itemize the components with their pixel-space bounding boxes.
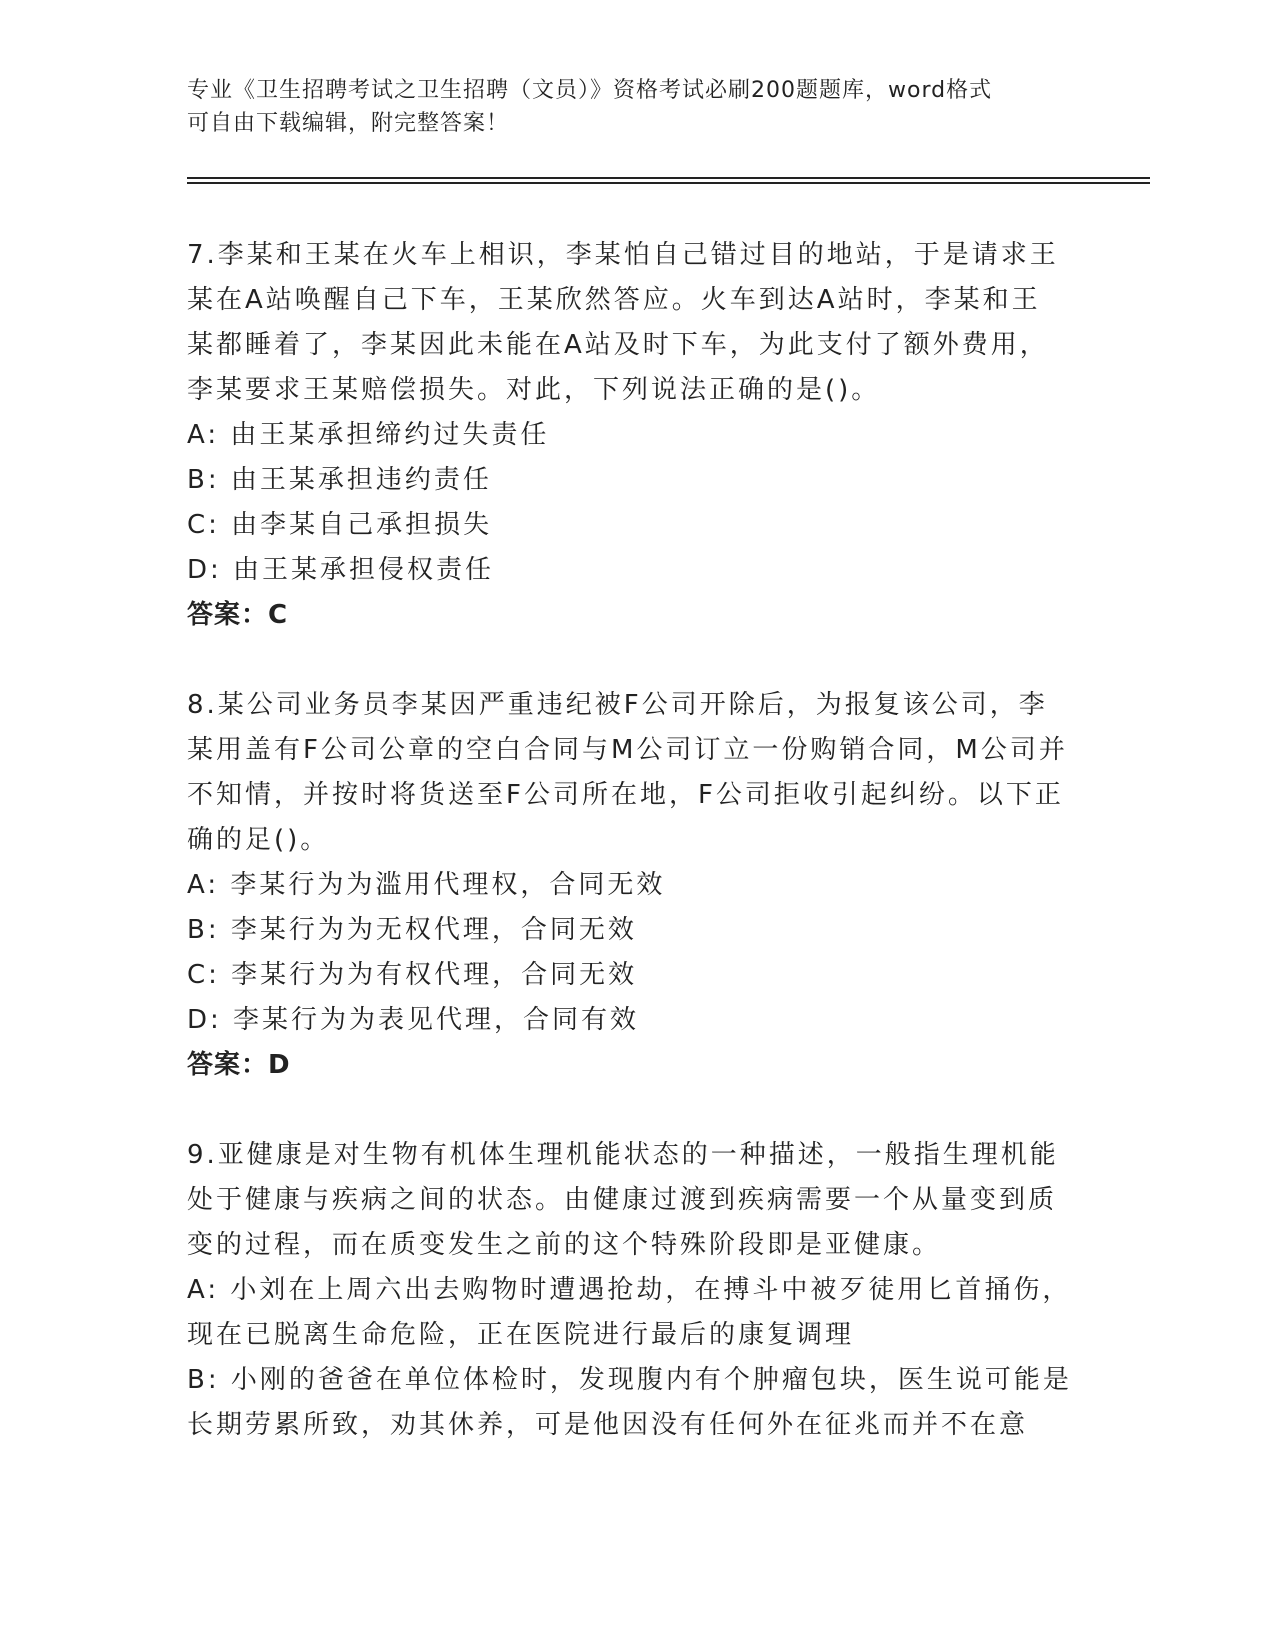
option-a-continued: 现在已脱离生命危险，正在医院进行最后的康复调理 [187, 1320, 855, 1350]
header-line: 可自由下载编辑，附完整答案！ [187, 111, 510, 136]
question-stem-line: 变的过程，而在质变发生之前的这个特殊阶段即是亚健康。 [187, 1230, 942, 1260]
question-stem-line: 某都睡着了，李某因此未能在A站及时下车，为此支付了额外费用， [187, 330, 1049, 360]
question-stem-line: 7.李某和王某在火车上相识，李某怕自己错过目的地站，于是请求王 [187, 240, 1059, 270]
question-stem-line: 某在A站唤醒自己下车，王某欣然答应。火车到达A站时，李某和王 [187, 285, 1041, 315]
question-stem-line: 某用盖有F公司公章的空白合同与M公司订立一份购销合同，M公司并 [187, 735, 1068, 765]
option-a: A: 由王某承担缔约过失责任 [187, 420, 550, 450]
header-line: 专业《卫生招聘考试之卫生招聘（文员）》资格考试必刷200题题库，word格式 [187, 78, 993, 103]
header-divider-top [187, 177, 1150, 179]
option-c: C: 李某行为为有权代理，合同无效 [187, 960, 638, 990]
answer-label: 答案：D [187, 1050, 291, 1080]
document-body [187, 233, 1087, 1448]
header-divider-bottom [187, 182, 1150, 184]
question-stem-line: 李某要求王某赔偿损失。对此，下列说法正确的是()。 [187, 375, 881, 405]
option-d: D: 由王某承担侵权责任 [187, 555, 495, 585]
option-a: A: 李某行为为滥用代理权，合同无效 [187, 870, 666, 900]
option-c: C: 由李某自己承担损失 [187, 510, 493, 540]
question-9 [187, 1133, 1087, 1448]
option-b: B: 李某行为为无权代理，合同无效 [187, 915, 637, 945]
option-a: A: 小刘在上周六出去购物时遭遇抢劫，在搏斗中被歹徒用匕首捅伤， [187, 1275, 1072, 1305]
option-d: D: 李某行为为表见代理，合同有效 [187, 1005, 640, 1035]
question-7 [187, 233, 1087, 638]
document-header [187, 74, 1067, 140]
option-b-continued: 长期劳累所致，劝其休养，可是他因没有任何外在征兆而并不在意 [187, 1410, 1029, 1440]
question-stem-line: 确的足()。 [187, 825, 330, 855]
option-b: B: 由王某承担违约责任 [187, 465, 492, 495]
question-stem-line: 不知情，并按时将货送至F公司所在地，F公司拒收引起纠纷。以下正 [187, 780, 1064, 810]
spacer [187, 638, 1087, 683]
question-8 [187, 683, 1087, 1088]
answer-label: 答案：C [187, 600, 289, 630]
question-stem-line: 9.亚健康是对生物有机体生理机能状态的一种描述，一般指生理机能 [187, 1140, 1059, 1170]
question-stem-line: 8.某公司业务员李某因严重违纪被F公司开除后，为报复该公司，李 [187, 690, 1048, 720]
question-stem-line: 处于健康与疾病之间的状态。由健康过渡到疾病需要一个从量变到质 [187, 1185, 1058, 1215]
option-b: B: 小刚的爸爸在单位体检时，发现腹内有个肿瘤包块，医生说可能是 [187, 1365, 1072, 1395]
spacer [187, 1088, 1087, 1133]
